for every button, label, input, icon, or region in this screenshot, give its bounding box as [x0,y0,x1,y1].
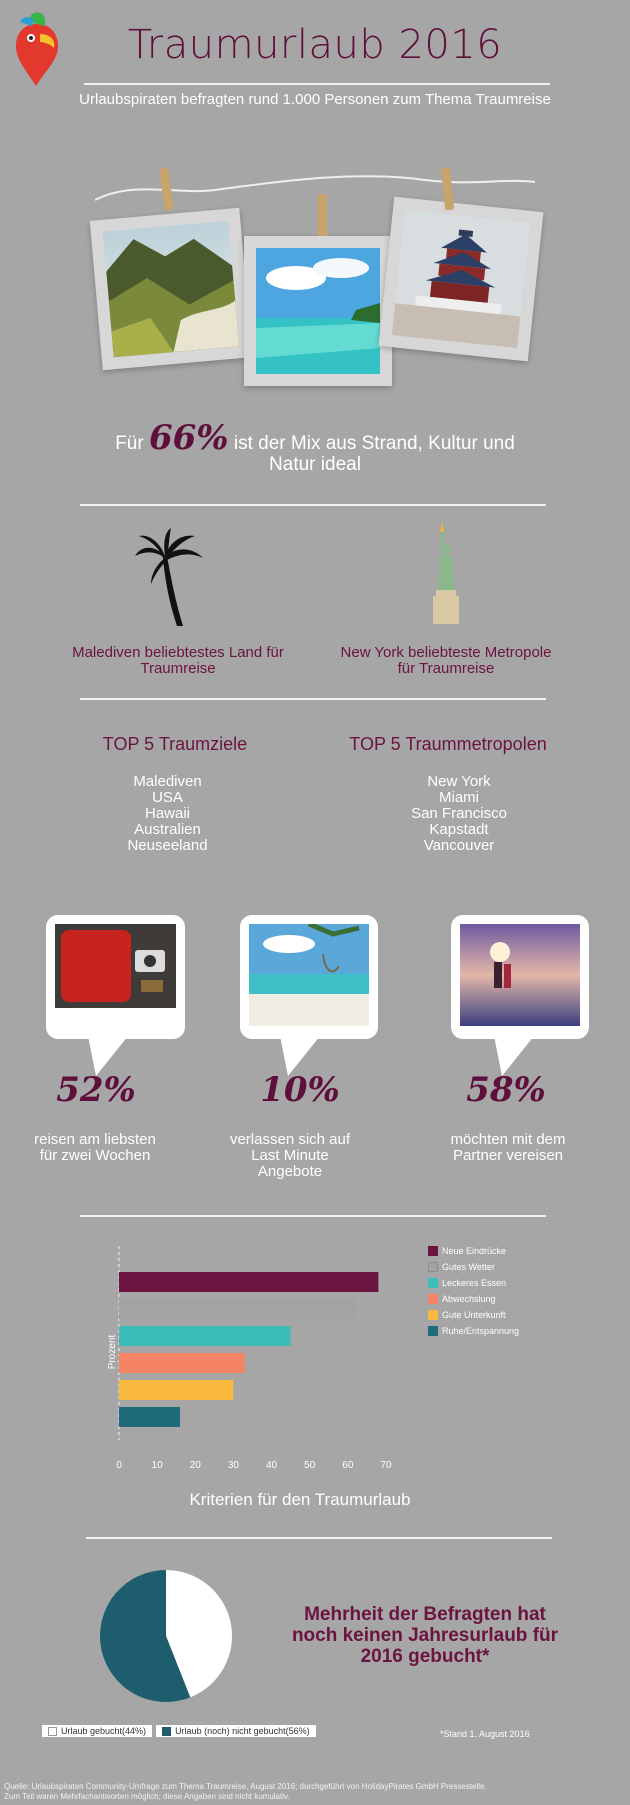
bar [119,1299,355,1319]
x-tick-label: 10 [151,1460,163,1471]
legend-label: Urlaub (noch) nicht gebucht(56%) [175,1726,310,1736]
palm-tree-icon [133,528,205,628]
bubble-suitcase [46,915,185,1039]
x-tick-label: 40 [266,1460,278,1471]
stat-percent: 58% [466,1070,546,1110]
criteria-bar-chart [0,1240,630,1510]
photo-beach [244,236,392,386]
legend-label: Gutes Wetter [442,1262,495,1272]
y-axis-label: Prozent [107,1334,118,1370]
divider-4 [86,1537,552,1539]
mix-statement [80,418,550,475]
source-line: Quelle: Urlaubspiraten Community-Umfrage zum Thema Traumreise, August 2016; durchgeführt von HolidayPirates GmbH Pressestelle. [4,1782,487,1791]
photo-temple [379,197,544,362]
legend-swatch [428,1326,438,1336]
list-item: New York [427,773,491,790]
legend-swatch [428,1262,438,1272]
title-divider [84,83,550,85]
bar [119,1272,378,1292]
statue-of-liberty-icon [428,520,464,626]
x-tick-label: 60 [342,1460,354,1471]
favorite-city-text: New York beliebteste Metropole für Traumreise [340,644,552,677]
photo-landscape [90,208,253,371]
legend-swatch [48,1727,57,1736]
bubble-hammock [240,915,378,1039]
legend-swatch [162,1727,171,1736]
legend-item [428,1243,519,1259]
bar [119,1407,180,1427]
cities-title: TOP 5 Traummetropolen [349,734,547,754]
stat-percent: 52% [56,1070,136,1110]
pie-footnote: *Stand 1. August 2016 [440,1729,530,1739]
cities-list [351,774,567,854]
x-tick-label: 50 [304,1460,316,1471]
favorite-country-text: Malediven beliebtestes Land für Traumreise [72,644,284,677]
list-item: Hawaii [144,805,190,822]
legend-label: Gute Unterkunft [442,1310,506,1320]
pie-legend-item [42,1725,152,1737]
bar-chart-legend [428,1243,519,1339]
bar [119,1353,245,1373]
divider-3 [80,1215,546,1217]
x-tick-label: 20 [189,1460,201,1471]
bar [119,1326,291,1346]
pie-headline: Mehrheit der Befragten hat noch keinen Jahresurlaub für 2016 gebucht* [291,1604,559,1667]
x-tick-label: 30 [227,1460,239,1471]
destinations-title: TOP 5 Traumziele [102,734,248,754]
page-title: Traumurlaub 2016 [127,22,503,68]
mix-prefix: Für [115,433,144,454]
x-tick-label: 0 [116,1460,122,1471]
bar [119,1380,233,1400]
mix-line2: Natur ideal [269,454,361,475]
mix-suffix: ist der Mix aus Strand, Kultur und [233,433,515,454]
legend-item [428,1259,519,1275]
legend-label: Ruhe/Entspannung [442,1326,520,1336]
list-item: Australien [134,821,201,838]
clothespin-2 [318,194,327,236]
stat-text: verlassen sich auf Last Minute Angebote [229,1131,351,1180]
pie-legend [42,1725,316,1737]
legend-swatch [428,1246,438,1256]
x-tick-label: 70 [380,1460,392,1471]
page-subtitle: Urlaubspiraten befragten rund 1.000 Personen zum Thema Traumreise [79,91,551,108]
legend-item [428,1323,519,1339]
divider-2 [80,698,546,700]
list-item: USA [152,789,183,806]
source-line: Zum Teil waren Mehrfachantworten möglich; diese Angaben sind nicht kumulativ. [4,1792,290,1801]
pie-legend-item [156,1725,316,1737]
stat-text: reisen am liebsten für zwei Wochen [34,1131,156,1164]
legend-item [428,1307,519,1323]
legend-swatch [428,1310,438,1320]
booking-pie-chart [100,1570,232,1702]
bubble-couple [451,915,589,1039]
legend-label: Urlaub gebucht(44%) [61,1726,147,1736]
list-item: Malediven [133,773,202,790]
divider-1 [80,504,546,506]
destinations-list [60,774,275,854]
source-note [4,1782,624,1802]
bar-chart-title: Kriterien für den Traumurlaub [189,1490,411,1509]
legend-swatch [428,1278,438,1288]
list-item: Neuseeland [127,837,208,854]
mix-percent: 66% [148,418,229,458]
stat-text: möchten mit dem Partner vereisen [450,1131,566,1164]
stat-percent: 10% [260,1070,340,1110]
list-item: Kapstadt [429,821,489,838]
list-item: Vancouver [423,837,495,854]
legend-label: Leckeres Essen [442,1278,507,1288]
legend-item [428,1275,519,1291]
legend-label: Abwechslung [442,1294,496,1304]
legend-label: Neue Eindrücke [442,1246,507,1256]
list-item: Miami [439,789,479,806]
legend-swatch [428,1294,438,1304]
list-item: San Francisco [411,805,507,822]
legend-item [428,1291,519,1307]
